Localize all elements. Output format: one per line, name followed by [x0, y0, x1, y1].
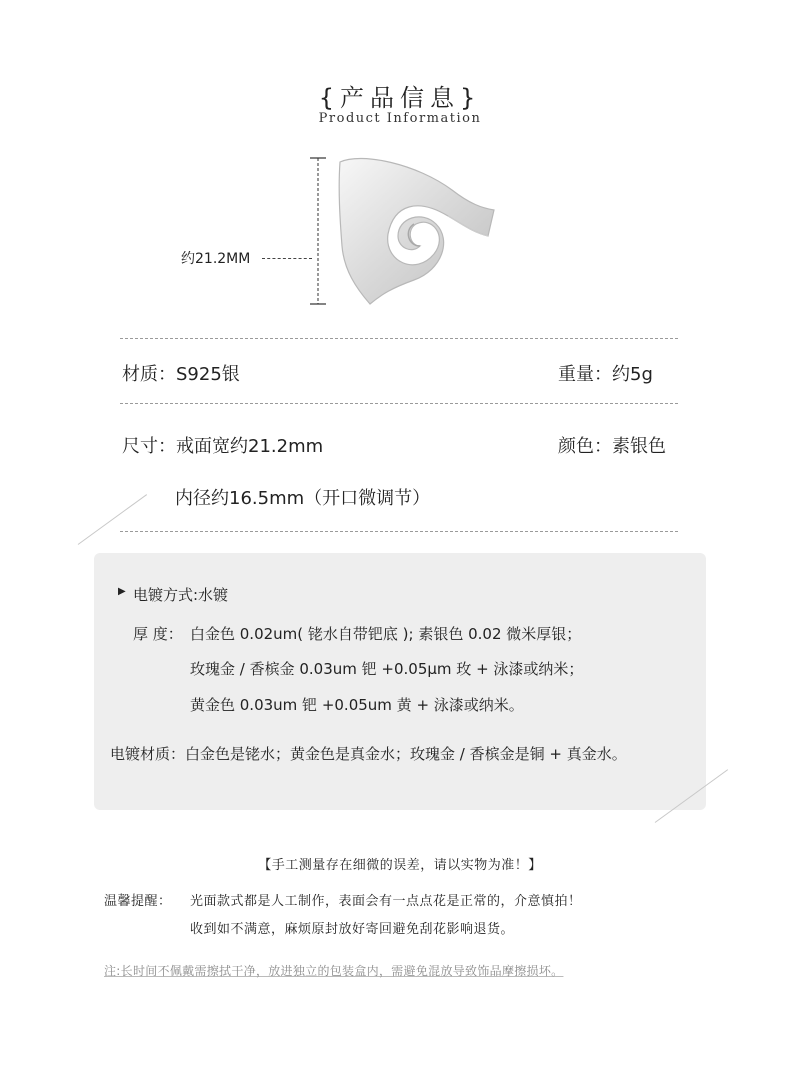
thickness-line-3: 黄金色 0.03um 钯 +0.05um 黄 + 泳漆或纳米。 [190, 696, 524, 714]
tip-line-2: 收到如不满意，麻烦原封放好寄回避免刮花影响退货。 [190, 922, 515, 937]
dimension-leader-line [262, 258, 312, 259]
triangle-bullet-icon: ▶ [118, 586, 126, 597]
thickness-label: 厚 度： [133, 625, 183, 643]
size-spec: 尺寸：戒面宽约21.2mm [122, 436, 324, 457]
divider [120, 531, 678, 532]
plating-method: 电镀方式:水镀 [133, 586, 229, 604]
weight-spec: 重量：约5g [558, 364, 653, 385]
section-title: {产品信息} [318, 84, 482, 112]
material-spec: 材质：S925银 [122, 364, 240, 385]
product-image [170, 150, 550, 310]
inner-diameter-spec: 内径约16.5mm（开口微调节） [175, 488, 431, 509]
measurement-notice: 【手工测量存在细微的误差，请以实物为准！】 [258, 858, 542, 873]
thickness-line-1: 白金色 0.02um( 铑水自带钯底 ); 素银色 0.02 微米厚银； [190, 625, 582, 643]
thickness-line-2: 玫瑰金 / 香槟金 0.03um 钯 +0.05μm 玫 + 泳漆或纳米； [190, 660, 584, 678]
plating-material: 电镀材质：白金色是铑水；黄金色是真金水；玫瑰金 / 香槟金是铜 + 真金水。 [110, 745, 627, 763]
divider [120, 338, 678, 339]
tip-label: 温馨提醒： [104, 894, 172, 909]
care-note: 注:长时间不佩戴需擦拭干净，放进独立的包装盒内，需避免混放导致饰品摩擦损坏。 [104, 964, 564, 978]
dimension-label: 约21.2MM [181, 251, 251, 267]
decorative-line [78, 494, 147, 545]
tip-line-1: 光面款式都是人工制作，表面会有一点点花是正常的，介意慎拍！ [190, 894, 582, 909]
color-spec: 颜色：素银色 [558, 436, 666, 457]
spiral-ring-illustration [322, 150, 507, 312]
divider [120, 403, 678, 404]
section-subtitle: Product Information [318, 111, 482, 126]
